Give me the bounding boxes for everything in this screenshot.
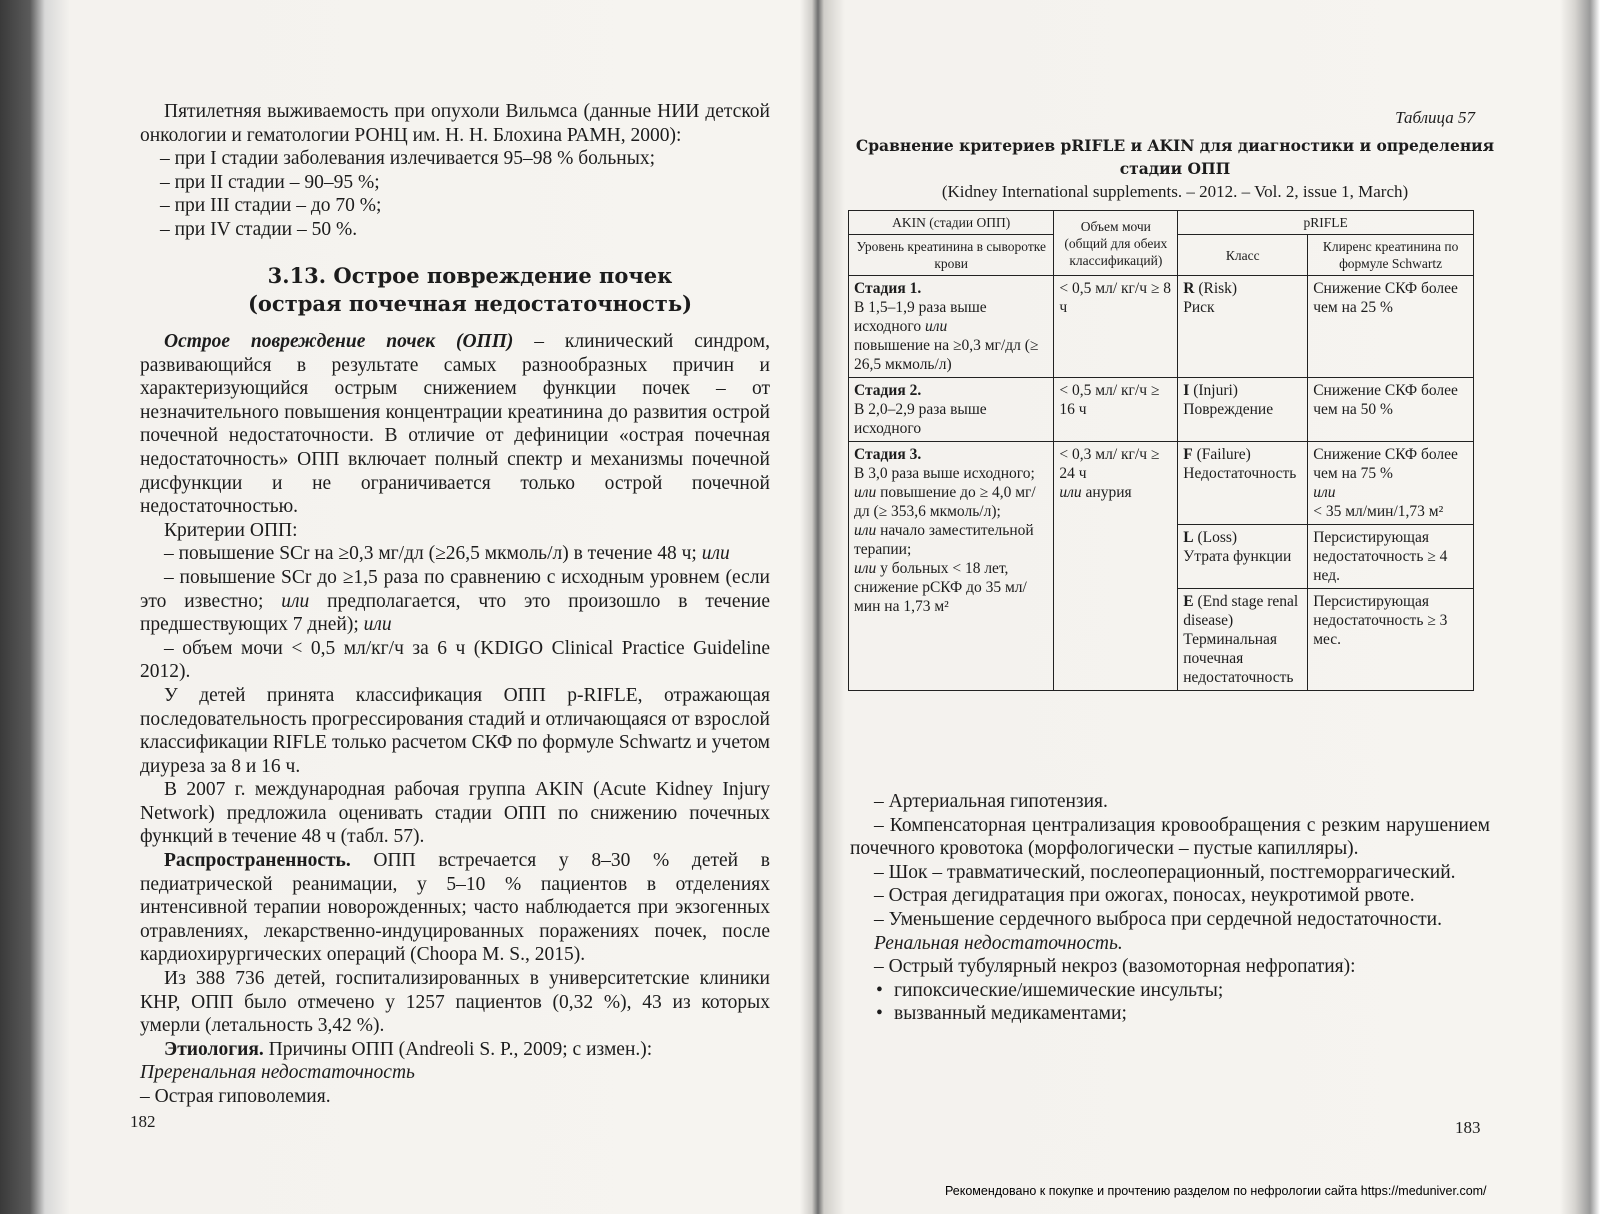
stage-1-title: Стадия 1. [854,280,922,297]
cell-class-e [1178,589,1308,691]
clearance-f-text-b: < 35 мл/мин/1,73 м² [1313,503,1444,520]
class-name: (Loss) [1193,529,1238,546]
stage-1-text: В 1,5–1,9 раза выше исходного [854,299,987,335]
stage-3-text-d: у больных < 18 лет, снижение рСКФ до 35 мл/мин на 1,73 м² [854,560,1027,615]
class-name-ru: Недостаточность [1183,465,1297,482]
comparison-table [848,210,1474,691]
cell-clearance-f [1308,442,1474,525]
etiology-text: Причины ОПП (Andreoli S. P., 2009; с измен.): [263,1038,653,1060]
stage-3-text-b: повышение до ≥ 4,0 мг/дл (≥ 353,6 мкмоль/л); [854,484,1036,520]
dehydration-line: – Острая дегидратация при ожогах, поносах, неукротимой рвоте. [874,885,1415,907]
shock-line: – Шок – травматический, послеоперационный, постгеморрагический. [874,861,1456,883]
cell-class-r [1178,276,1308,378]
class-name-ru: Утрата функции [1183,548,1292,565]
left-body [140,330,770,1109]
cell-clearance-r: Снижение СКФ более чем на 25 % [1308,276,1474,378]
page-number-right: 183 [1455,1118,1481,1137]
header-urine: Объем мочи (общий для обеих классификаций) [1054,211,1178,276]
china-paragraph: Из 388 736 детей, госпитализированных в университетские клиники КНР, ОПП было отмечено у 1257 пациентов (0,32 %), 43 из которых умерли (летальность 3,42 %). [140,968,770,1037]
class-name: (Failure) [1192,446,1251,463]
or-word: или [854,522,877,539]
prevalence-text: ОПП встречается у 8–30 % детей в педиатрической реанимации, у 5–10 % пациентов в отделениях интенсивной терапии новорожденных; часто наблюдается при экзогенных отравлениях, лекарственно-индуцированных поражениях почек, после кардиохирургических операций (Choopa M. S., 2015). [140,850,770,966]
bullet-item: • гипоксические/ишемические инсульты; [870,979,1490,1003]
or-word: или [701,543,730,565]
table-source: (Kidney International supplements. – 2012. – Vol. 2, issue 1, March) [941,182,1409,201]
or-word: или [924,318,948,335]
cell-urine-3 [1054,442,1178,691]
or-word: или [854,484,877,501]
criterion-2-text: – повышение SCr до ≥1,5 раза по сравнению с исходным уровнем (если это известно; [140,566,770,612]
criterion-2-text-b: предполагается, что это произошло в течение предшествующих 7 дней); [140,590,770,636]
stage-line: – при I стадии заболевания излечивается 95–98 % больных; [160,148,655,170]
class-name-ru: Повреждение [1183,401,1274,418]
stage-line: – при IV стадии – 50 %. [160,218,358,240]
or-word: или [1313,484,1336,501]
class-letter: F [1183,446,1193,463]
criteria-heading: Критерии ОПП: [164,519,298,541]
centralization-line: – Компенсаторная централизация кровообращения с резким нарушением почечного кровотока (морфологически – пустые капилляры). [850,814,1490,860]
cell-class-i [1178,378,1308,442]
class-name: (Injuri) [1189,382,1238,399]
left-page [120,0,770,1214]
or-word: или [281,590,310,612]
clearance-f-text: Снижение СКФ более чем на 75 % [1313,446,1458,482]
class-letter: I [1183,382,1190,399]
stage-3-title: Стадия 3. [854,446,922,463]
cell-clearance-e: Персистирующая недостаточность ≥ 3 мес. [1308,589,1474,691]
cell-clearance-l: Персистирующая недостаточность ≥ 4 нед. [1308,525,1474,589]
prevalence-paragraph [140,849,770,967]
cell-urine-1: < 0,5 мл/ кг/ч ≥ 8 ч [1054,276,1178,378]
table-number: Таблица 57 [1395,108,1475,127]
hypovolemia-line: – Острая гиповолемия. [140,1086,331,1107]
page-number-left: 182 [130,1112,156,1131]
criterion-1-text: – повышение SCr на ≥0,3 мг/дл (≥26,5 мкмоль/л) в течение 48 ч; [164,543,702,565]
stage-3-text-c: начало заместительной терапии; [854,522,1034,558]
criterion-1 [140,542,770,566]
table-title [850,134,1500,180]
necrosis-line: – Острый тубулярный некроз (вазомоторная нефропатия): [874,956,1356,978]
prerenal-heading: Преренальная недостаточность [140,1062,415,1084]
cell-stage-3 [849,442,1054,691]
criterion-2 [140,566,770,637]
header-prifle: pRIFLE [1178,211,1474,235]
definition-term: Острое повреждение почек (ОПП) [164,331,514,352]
cell-clearance-i: Снижение СКФ более чем на 50 % [1308,378,1474,442]
stage-line: – при II стадии – 90–95 %; [160,171,380,193]
criterion-3: – объем мочи < 0,5 мл/кг/ч за 6 ч (KDIGO Clinical Practice Guideline 2012). [140,637,770,683]
table-row-stage-3 [849,442,1474,525]
or-word: или [854,560,877,577]
footer-note: Рекомендовано к покупке и прочтению разделом по нефрологии сайта https://meduniver.com/ [945,1184,1487,1198]
hypotension-line: – Артериальная гипотензия. [874,791,1108,812]
definition-text: – клинический синдром, развивающийся в результате самых разнообразных причин и характеризующийся острым снижением функции почек – от незначительного повышения концентрации креатинина до развития острой почечной недостаточности. В отличие от дефиниции «острая почечная недостаточность» ОПП включает полный спектр и механизмы почечной дисфункции и не ограничивается только острой почечной недостаточностью. [140,331,770,518]
class-name: (Risk) [1194,280,1238,297]
cell-class-f [1178,442,1308,525]
right-body [850,790,1490,1026]
stage-2-title: Стадия 2. [854,382,922,399]
table-header-row-1 [849,211,1474,235]
stage-line: – при III стадии – до 70 %; [160,195,382,217]
table-row-stage-2 [849,378,1474,442]
class-name-ru: Риск [1183,299,1215,316]
bullet-item: • вызванный медикаментами; [870,1002,1490,1026]
prevalence-term: Распространенность. [164,850,351,872]
section-title-2: (острая почечная недостаточность) [247,291,693,316]
prifle-paragraph: У детей принята классификация ОПП p-RIFLE, отражающая последовательность прогрессирования стадий и отличающаяся от взрослой классификации RIFLE только расчетом СКФ по формуле Schwartz и учетом диуреза за 8 и 16 ч. [140,684,770,777]
stage-1-text-b: повышение на ≥0,3 мг/дл (≥ 26,5 мкмоль/л) [854,337,1039,373]
survival-block [140,100,770,242]
class-letter: R [1183,280,1195,297]
class-name: (End stage renal disease) [1183,593,1299,629]
right-page [850,0,1505,1214]
etiology-paragraph [140,1038,770,1062]
etiology-term: Этиология. [164,1038,264,1060]
table-title-line-2: стадии ОПП [1119,159,1231,178]
anuria-text: анурия [1081,484,1132,501]
akin-paragraph: В 2007 г. международная рабочая группа AKIN (Acute Kidney Injury Network) предложила оценивать стадии ОПП по снижению почечных функций в течение 48 ч (табл. 57). [140,779,770,848]
or-word: или [363,614,392,636]
cardiac-line: – Уменьшение сердечного выброса при сердечной недостаточности. [874,908,1442,930]
class-letter: E [1183,593,1194,610]
class-name-ru: Терминальная почечная недостаточность [1183,631,1294,686]
cell-stage-2 [849,378,1054,442]
class-letter: L [1183,529,1194,546]
header-akin: AKIN (стадии ОПП) [849,211,1054,235]
stage-2-text: В 2,0–2,9 раза выше исходного [854,401,987,437]
table-title-line-1: Сравнение критериев pRIFLE и AKIN для диагностики и определения [855,136,1495,155]
renal-heading: Ренальная недостаточность. [874,932,1123,954]
urine-3-text: < 0,3 мл/ кг/ч ≥ 24 ч [1059,446,1160,482]
table-row-stage-1 [849,276,1474,378]
stage-3-text-a: В 3,0 раза выше исходного; [854,465,1035,482]
cell-stage-1 [849,276,1054,378]
cell-class-l [1178,525,1308,589]
or-word: или [1059,484,1082,501]
section-heading [180,262,760,318]
section-title-1: 3.13. Острое повреждение почек [267,263,673,288]
survival-intro: Пятилетняя выживаемость при опухоли Вильмса (данные НИИ детской онкологии и гематологии РОНЦ им. Н. Н. Блохина РАМН, 2000): [140,101,770,146]
definition-paragraph [140,330,770,519]
header-class: Класс [1178,235,1308,276]
header-clearance: Клиренс креатинина по формуле Schwartz [1308,235,1474,276]
cell-urine-2: < 0,5 мл/ кг/ч ≥ 16 ч [1054,378,1178,442]
header-creatinine: Уровень креатинина в сыворотке крови [849,235,1054,276]
